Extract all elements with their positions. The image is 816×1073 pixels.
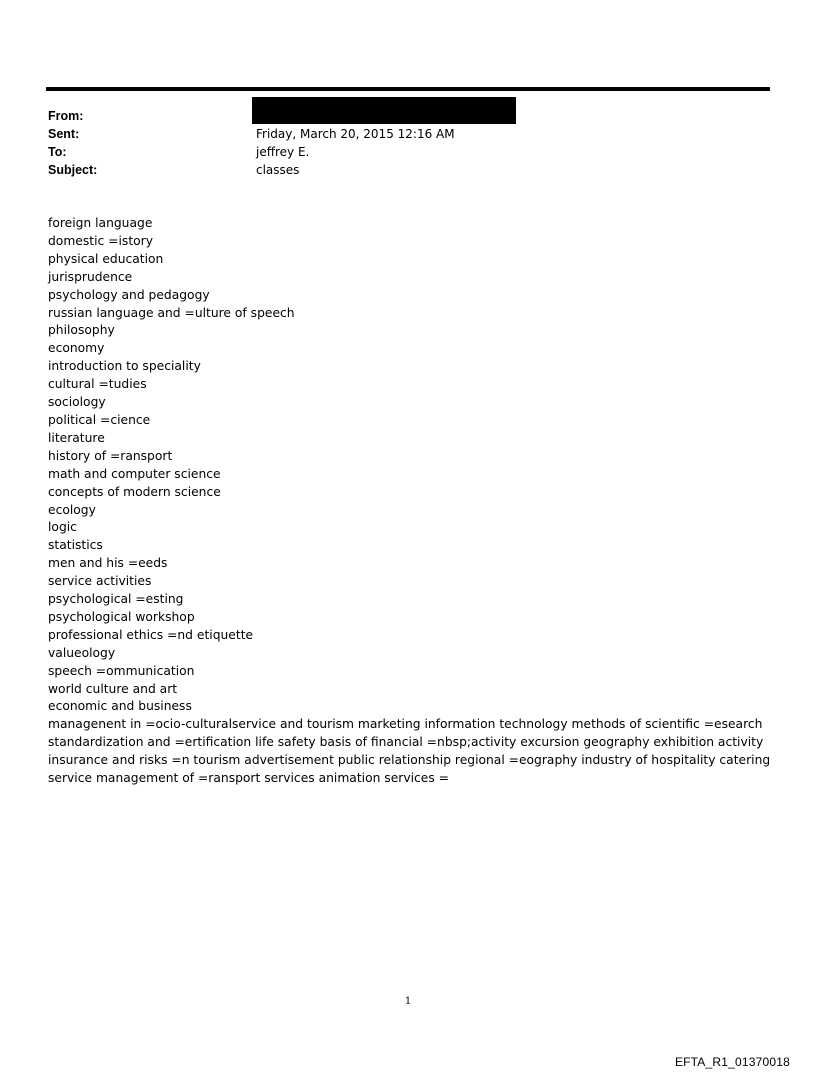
body-line: psychological =esting — [48, 592, 184, 607]
from-label: From: — [48, 109, 84, 123]
body-line: jurisprudence — [48, 269, 133, 284]
body-line: insurance and risks =n tourism advertisement public relationship regional =eography industry of hospitality catering — [48, 753, 771, 768]
body-line: domestic =istory — [48, 233, 153, 248]
body-line: statistics — [48, 538, 103, 553]
body-line: philosophy — [48, 323, 115, 338]
to-row — [48, 143, 768, 161]
from-row — [48, 98, 768, 125]
body-line: foreign language — [48, 216, 153, 230]
email-header — [48, 98, 768, 179]
subject-label: Subject: — [48, 163, 98, 177]
body-line: speech =ommunication — [48, 663, 195, 678]
body-line: standardization and =ertification life safety basis of financial =nbsp;activity excursion geography exhibition activity — [48, 735, 764, 750]
email-body — [48, 215, 771, 788]
body-line: valueology — [48, 645, 116, 660]
subject-row — [48, 161, 768, 179]
body-line: world culture and art — [48, 681, 178, 696]
document-id: EFTA_R1_01370018 — [674, 1055, 790, 1069]
body-line: psychological workshop — [48, 609, 195, 624]
subject-value: classes — [256, 163, 300, 177]
body-line: economy — [48, 341, 105, 356]
body-line: men and his =eeds — [48, 556, 168, 571]
body-line: psychology and pedagogy — [48, 287, 210, 302]
body-line: logic — [48, 520, 77, 535]
page-number: 1 — [404, 996, 412, 1007]
body-line: professional ethics =nd etiquette — [48, 627, 254, 642]
body-line: math and computer science — [48, 466, 221, 481]
body-line: cultural =tudies — [48, 377, 147, 392]
redaction-block — [252, 97, 516, 124]
body-line: introduction to speciality — [48, 359, 201, 374]
sent-value: Friday, March 20, 2015 12:16 AM — [256, 127, 455, 141]
to-label: To: — [48, 145, 67, 159]
body-line: service management of =ransport services animation services = — [48, 771, 449, 786]
body-line: service activities — [48, 574, 152, 589]
sent-label: Sent: — [48, 127, 80, 141]
body-line: economic and business — [48, 699, 192, 714]
body-line: concepts of modern science — [48, 484, 221, 499]
body-line: ecology — [48, 502, 96, 517]
body-line: managenent in =ocio-culturalservice and tourism marketing information technology methods of scientific =esearch — [48, 717, 763, 732]
body-line: sociology — [48, 395, 106, 410]
body-line: literature — [48, 430, 105, 445]
body-line: history of =ransport — [48, 448, 173, 463]
body-line: physical education — [48, 251, 164, 266]
to-value: jeffrey E. — [256, 145, 310, 159]
sent-row — [48, 125, 768, 143]
header-rule — [46, 87, 770, 91]
body-line: political =cience — [48, 412, 151, 427]
body-line: russian language and =ulture of speech — [48, 305, 295, 320]
